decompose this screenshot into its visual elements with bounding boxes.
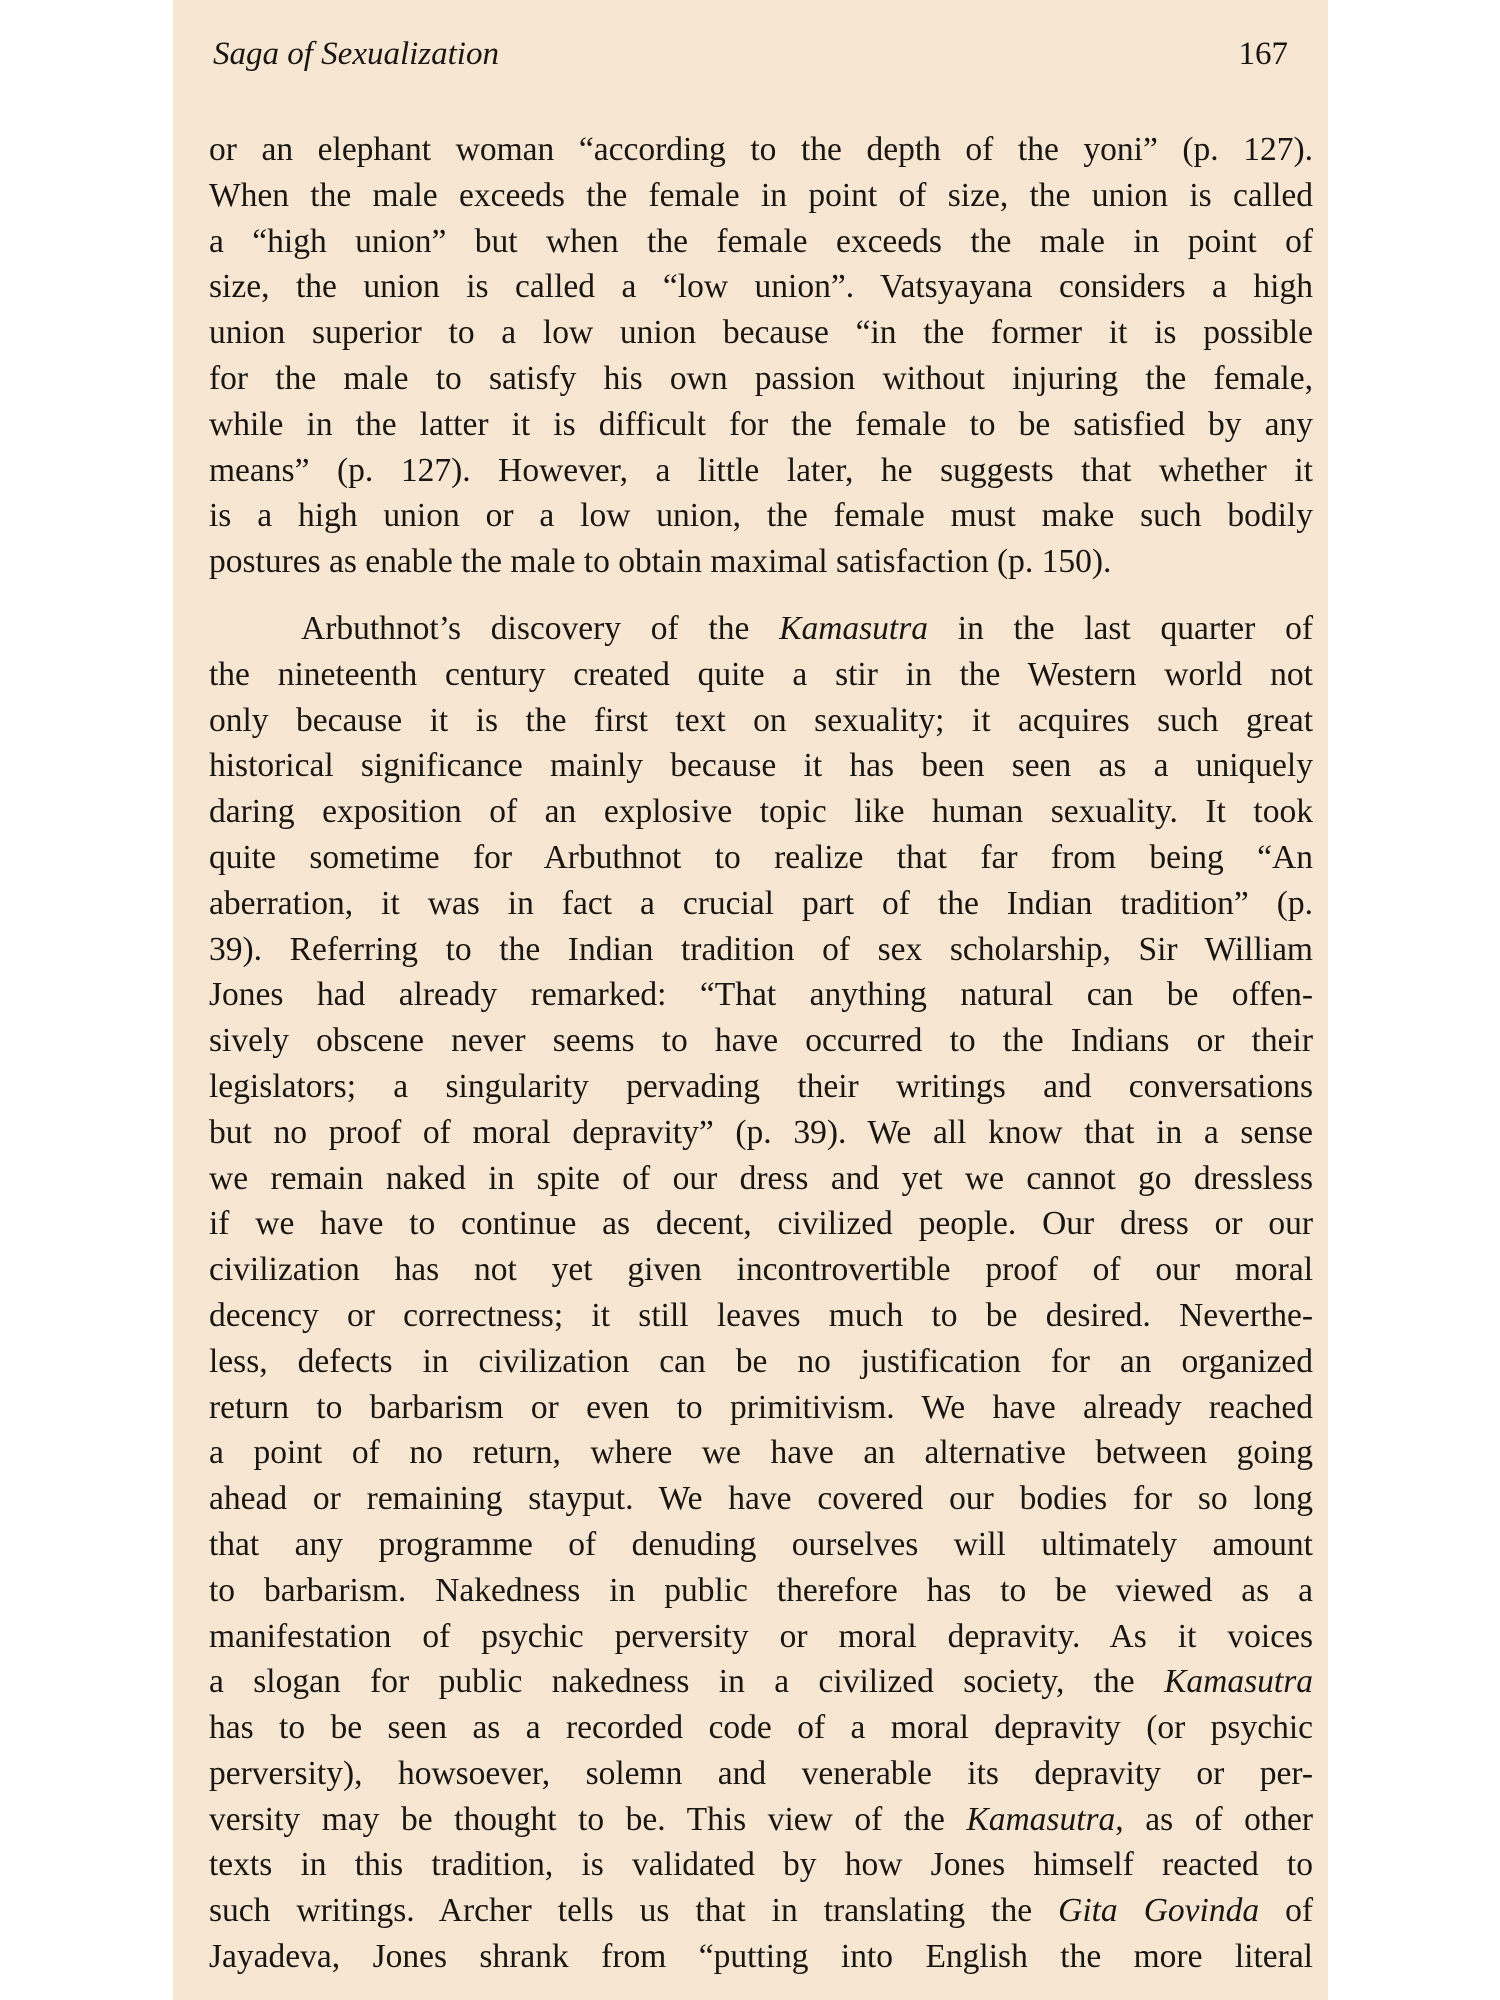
text-line: a “high union” but when the female exceeds the male in point of	[209, 222, 1313, 260]
text-line: Jones had already remarked: “That anything natural can be offen-	[209, 976, 1313, 1014]
text-run: in the last quarter of	[928, 609, 1313, 647]
text-line: 39). Referring to the Indian tradition of sex scholarship, Sir William	[209, 930, 1313, 968]
text-run: , as of other	[1115, 1800, 1313, 1838]
text-line: or an elephant woman “according to the depth of the yoni” (p. 127).	[209, 131, 1313, 168]
text-line: When the male exceeds the female in point of size, the union is called	[209, 176, 1313, 214]
text-line: daring exposition of an explosive topic like human sexuality. It took	[209, 793, 1313, 831]
text-line: aberration, it was in fact a crucial part of the Indian tradition” (p.	[209, 884, 1313, 922]
text-line: has to be seen as a recorded code of a moral depravity (or psychic	[209, 1709, 1313, 1747]
text-line: a point of no return, where we have an alternative between going	[209, 1434, 1313, 1472]
text-line: the nineteenth century created quite a stir in the Western world not	[209, 655, 1313, 693]
text-line	[209, 606, 1313, 652]
text-line: perversity), howsoever, solemn and venerable its depravity or per-	[209, 1754, 1313, 1792]
paragraph-1	[209, 127, 1313, 585]
text-line: union superior to a low union because “in the former it is possible	[209, 314, 1313, 352]
italic-title: Kamasutra	[779, 609, 929, 647]
text-line	[209, 1797, 1313, 1843]
text-run: of	[1259, 1892, 1313, 1930]
page-number: 167	[1238, 36, 1288, 72]
text-line: if we have to continue as decent, civilized people. Our dress or our	[209, 1205, 1313, 1243]
text-line: historical significance mainly because it has been seen as a uniquely	[209, 747, 1313, 785]
text-run: such writings. Archer tells us that in translating the	[209, 1892, 1059, 1930]
text-run: versity may be thought to be. This view of the	[209, 1800, 967, 1838]
text-line: sively obscene never seems to have occurred to the Indians or their	[209, 1022, 1313, 1060]
text-line: decency or correctness; it still leaves much to be desired. Neverthe-	[209, 1296, 1313, 1334]
text-line: size, the union is called a “low union”. Vatsyayana considers a high	[209, 268, 1313, 306]
body-text	[209, 127, 1313, 1980]
italic-title: Kamasutra	[1164, 1663, 1313, 1701]
text-line: less, defects in civilization can be no justification for an organized	[209, 1342, 1313, 1380]
italic-title: Gita Govinda	[1058, 1892, 1260, 1930]
text-line: is a high union or a low union, the female must make such bodily	[209, 497, 1313, 535]
italic-title: Kamasutra	[966, 1800, 1116, 1838]
text-line: but no proof of moral depravity” (p. 39). We all know that in a sense	[209, 1113, 1313, 1151]
text-line: means” (p. 127). However, a little later, he suggests that whether it	[209, 451, 1313, 489]
text-line: only because it is the first text on sexuality; it acquires such great	[209, 701, 1313, 739]
text-line: legislators; a singularity pervading their writings and conversations	[209, 1067, 1313, 1105]
text-line: we remain naked in spite of our dress and yet we cannot go dressless	[209, 1159, 1313, 1197]
text-line: quite sometime for Arbuthnot to realize that far from being “An	[209, 838, 1313, 876]
text-line	[209, 1888, 1313, 1934]
running-head	[213, 36, 1288, 76]
text-line: Jayadeva, Jones shrank from “putting into English the more literal	[209, 1938, 1313, 1976]
text-run: Arbuthnot’s discovery of the	[301, 609, 780, 647]
text-line: while in the latter it is difficult for the female to be satisfied by any	[209, 405, 1313, 443]
text-line: ahead or remaining stayput. We have covered our bodies for so long	[209, 1480, 1313, 1518]
running-title: Saga of Sexualization	[213, 36, 499, 72]
paragraph-gap	[209, 585, 1313, 606]
text-line: return to barbarism or even to primitivism. We have already reached	[209, 1388, 1313, 1426]
text-line: for the male to satisfy his own passion without injuring the female,	[209, 359, 1313, 397]
text-line: civilization has not yet given incontrovertible proof of our moral	[209, 1251, 1313, 1289]
text-line: that any programme of denuding ourselves will ultimately amount	[209, 1525, 1313, 1563]
text-line	[209, 1659, 1313, 1705]
book-page	[173, 0, 1328, 2000]
text-line: to barbarism. Nakedness in public therefore has to be viewed as a	[209, 1571, 1313, 1609]
text-line: postures as enable the male to obtain maximal satisfaction (p. 150).	[209, 543, 1112, 581]
text-line: texts in this tradition, is validated by how Jones himself reacted to	[209, 1846, 1313, 1884]
text-line: manifestation of psychic perversity or moral depravity. As it voices	[209, 1617, 1313, 1655]
text-run: a slogan for public nakedness in a civilized society, the	[209, 1663, 1165, 1701]
paragraph-2	[209, 606, 1313, 1980]
